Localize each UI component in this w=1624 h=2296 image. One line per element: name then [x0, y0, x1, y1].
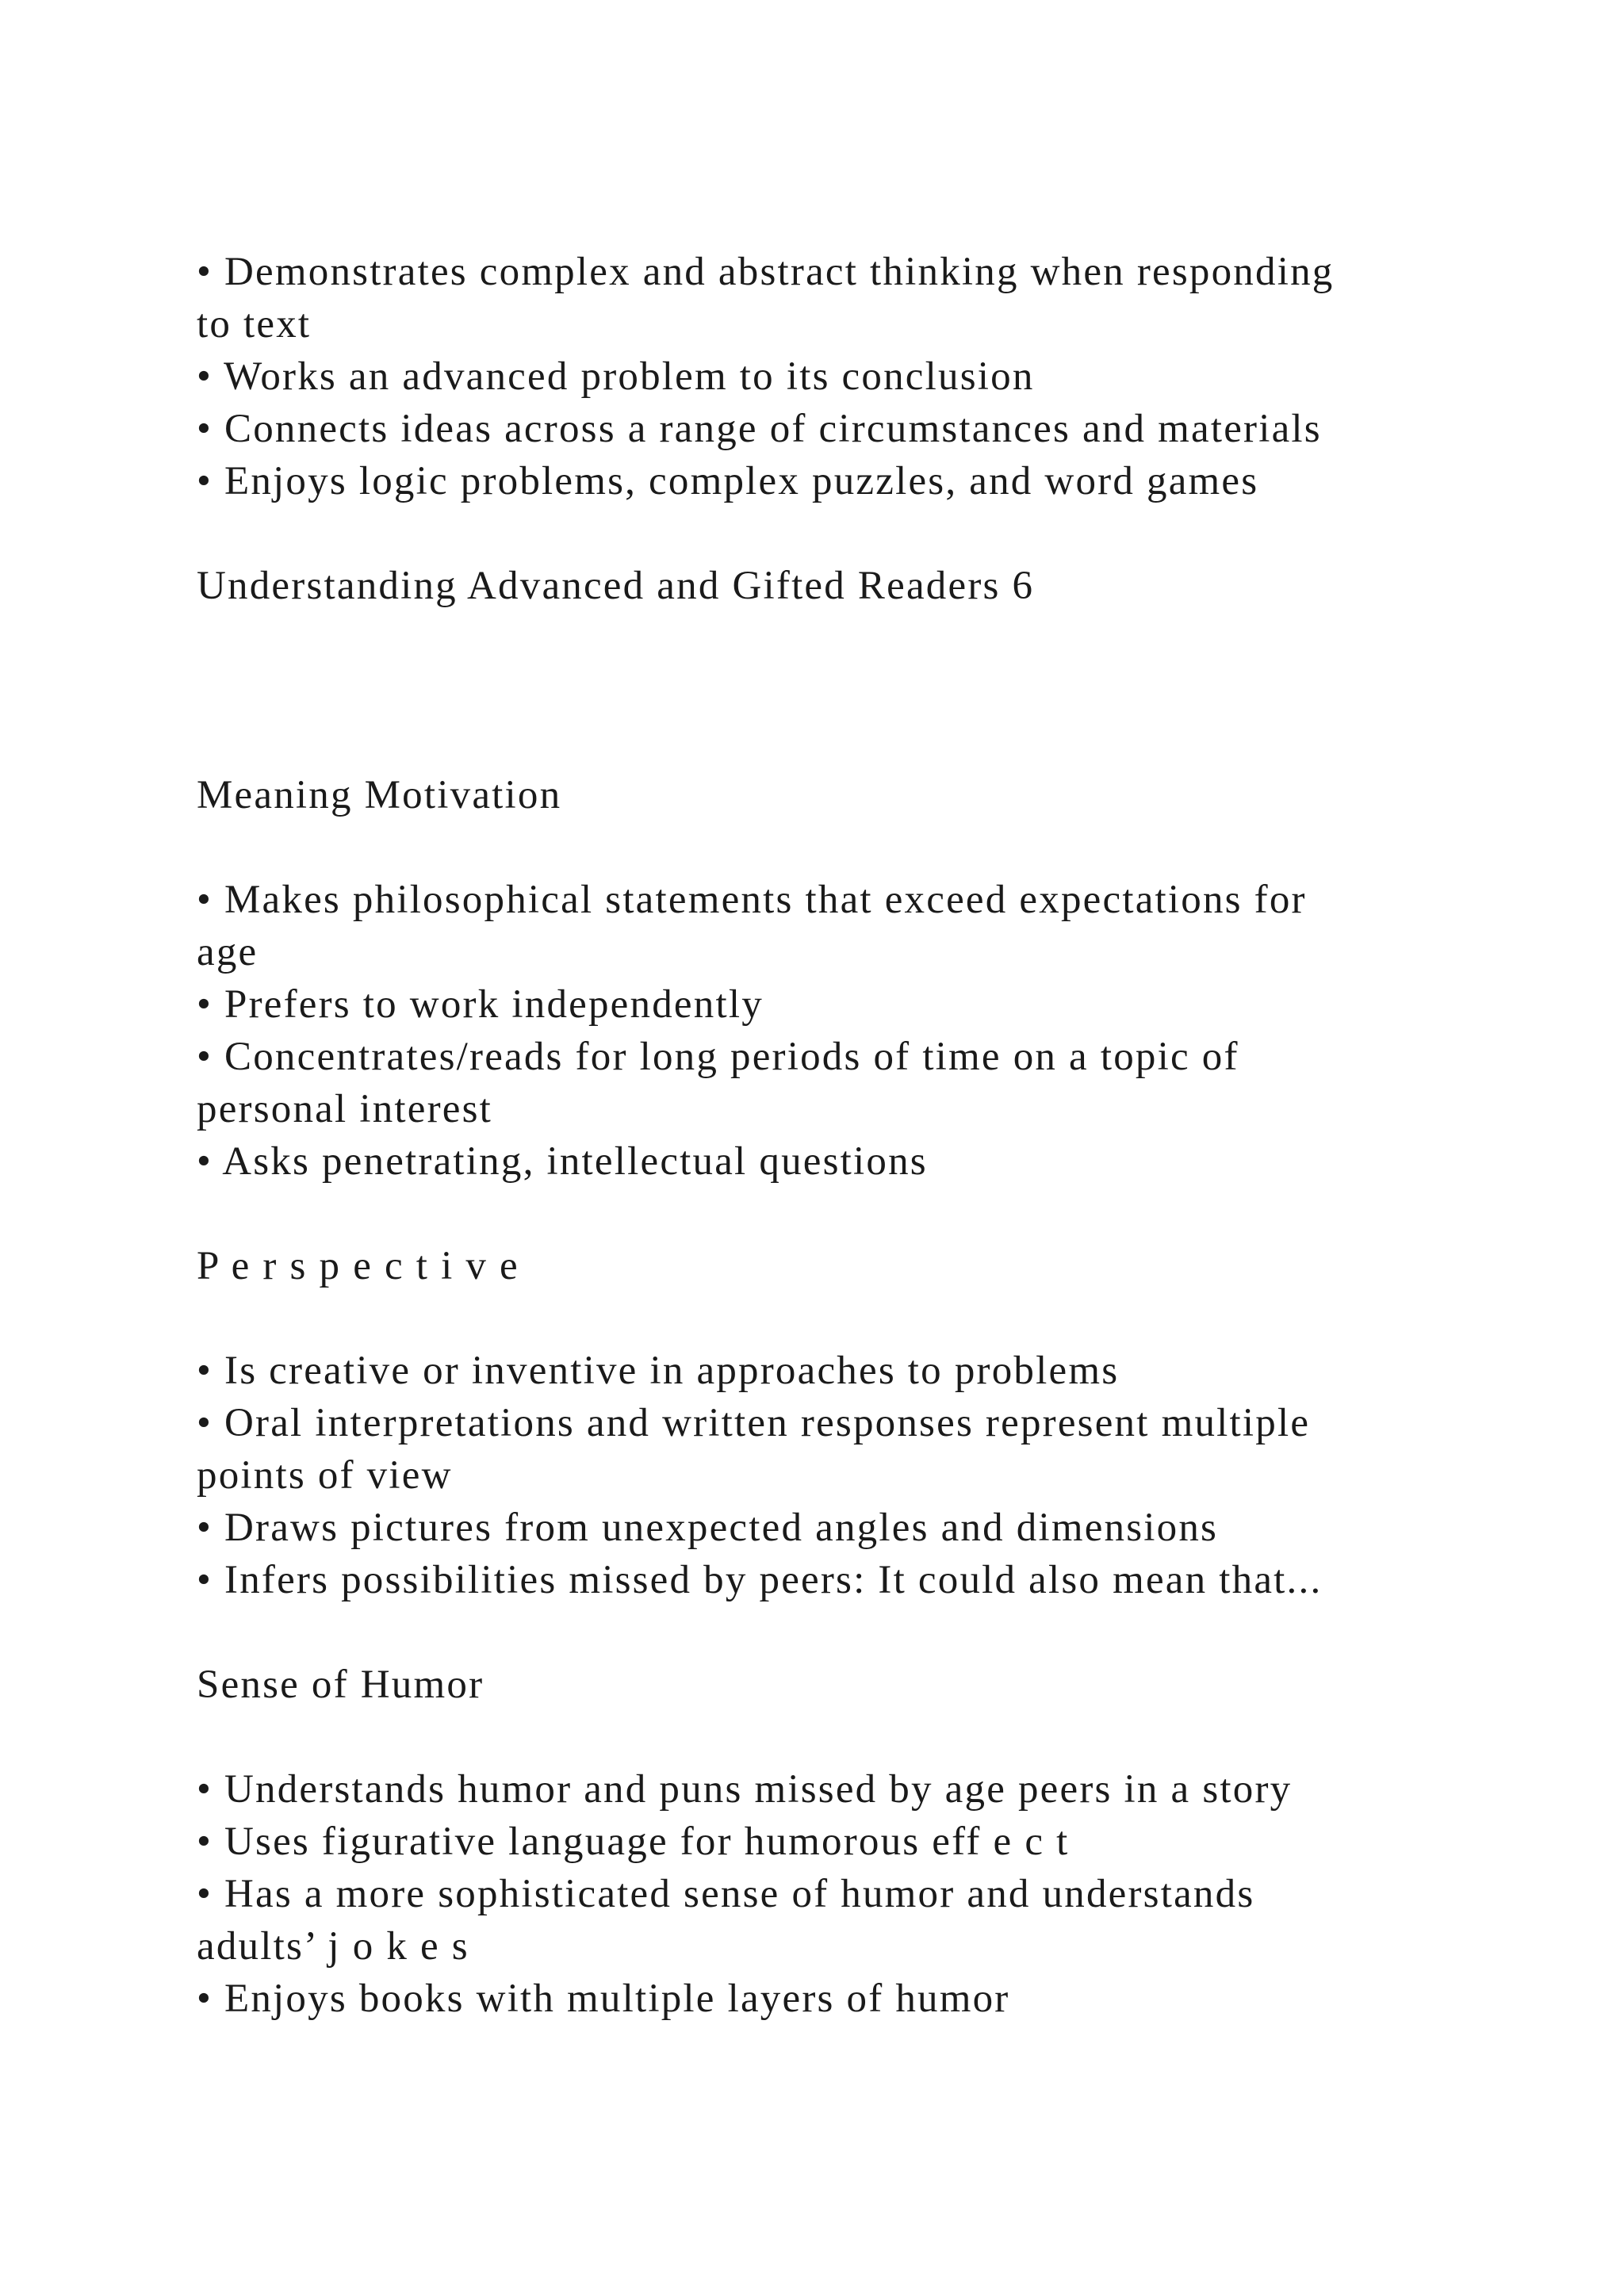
section-heading-meaning-motivation: Meaning Motivation [197, 773, 562, 817]
bullet-item: • Enjoys logic problems, complex puzzles, and word games [197, 459, 1259, 503]
bullet-item: • Draws pictures from unexpected angles and dimensions [197, 1506, 1219, 1550]
section-heading-perspective: P e r s p e c t i v e [197, 1244, 519, 1288]
spacer [197, 612, 1450, 769]
bullet-item: • Is creative or inventive in approaches to problems [197, 1349, 1120, 1393]
bullet-item: • Demonstrates complex and abstract thinking when responding [197, 250, 1335, 294]
bullet-item: • Infers possibilities missed by peers: It could also mean that... [197, 1558, 1323, 1602]
bullet-item: • Uses figurative language for humorous eff e c t [197, 1820, 1070, 1864]
bullet-item: • Prefers to work independently [197, 982, 764, 1027]
spacer [197, 1292, 1450, 1345]
spacer [197, 1606, 1450, 1659]
bullet-item: • Asks penetrating, intellectual questions [197, 1139, 928, 1184]
bullet-item: • Understands humor and puns missed by age peers in a story [197, 1767, 1293, 1812]
spacer [197, 821, 1450, 874]
document-body [197, 246, 1450, 2025]
running-header: Understanding Advanced and Gifted Readers 6 [197, 564, 1035, 608]
bullet-continuation: adults’ j o k e s [197, 1924, 469, 1969]
bullet-continuation: personal interest [197, 1087, 493, 1131]
bullet-item: • Has a more sophisticated sense of humor and understands [197, 1872, 1255, 1916]
bullet-continuation: age [197, 930, 259, 974]
spacer [197, 1711, 1450, 1763]
bullet-item: • Concentrates/reads for long periods of time on a topic of [197, 1035, 1239, 1079]
bullet-item: • Makes philosophical statements that exceed expectations for [197, 878, 1307, 922]
spacer [197, 507, 1450, 560]
bullet-item: • Works an advanced problem to its conclusion [197, 354, 1035, 399]
bullet-item: • Connects ideas across a range of circumstances and materials [197, 407, 1322, 451]
bullet-continuation: to text [197, 302, 312, 346]
section-heading-sense-of-humor: Sense of Humor [197, 1663, 485, 1707]
bullet-continuation: points of view [197, 1453, 453, 1498]
bullet-item: • Oral interpretations and written responses represent multiple [197, 1401, 1311, 1445]
spacer [197, 1188, 1450, 1240]
bullet-item: • Enjoys books with multiple layers of humor [197, 1976, 1010, 2021]
